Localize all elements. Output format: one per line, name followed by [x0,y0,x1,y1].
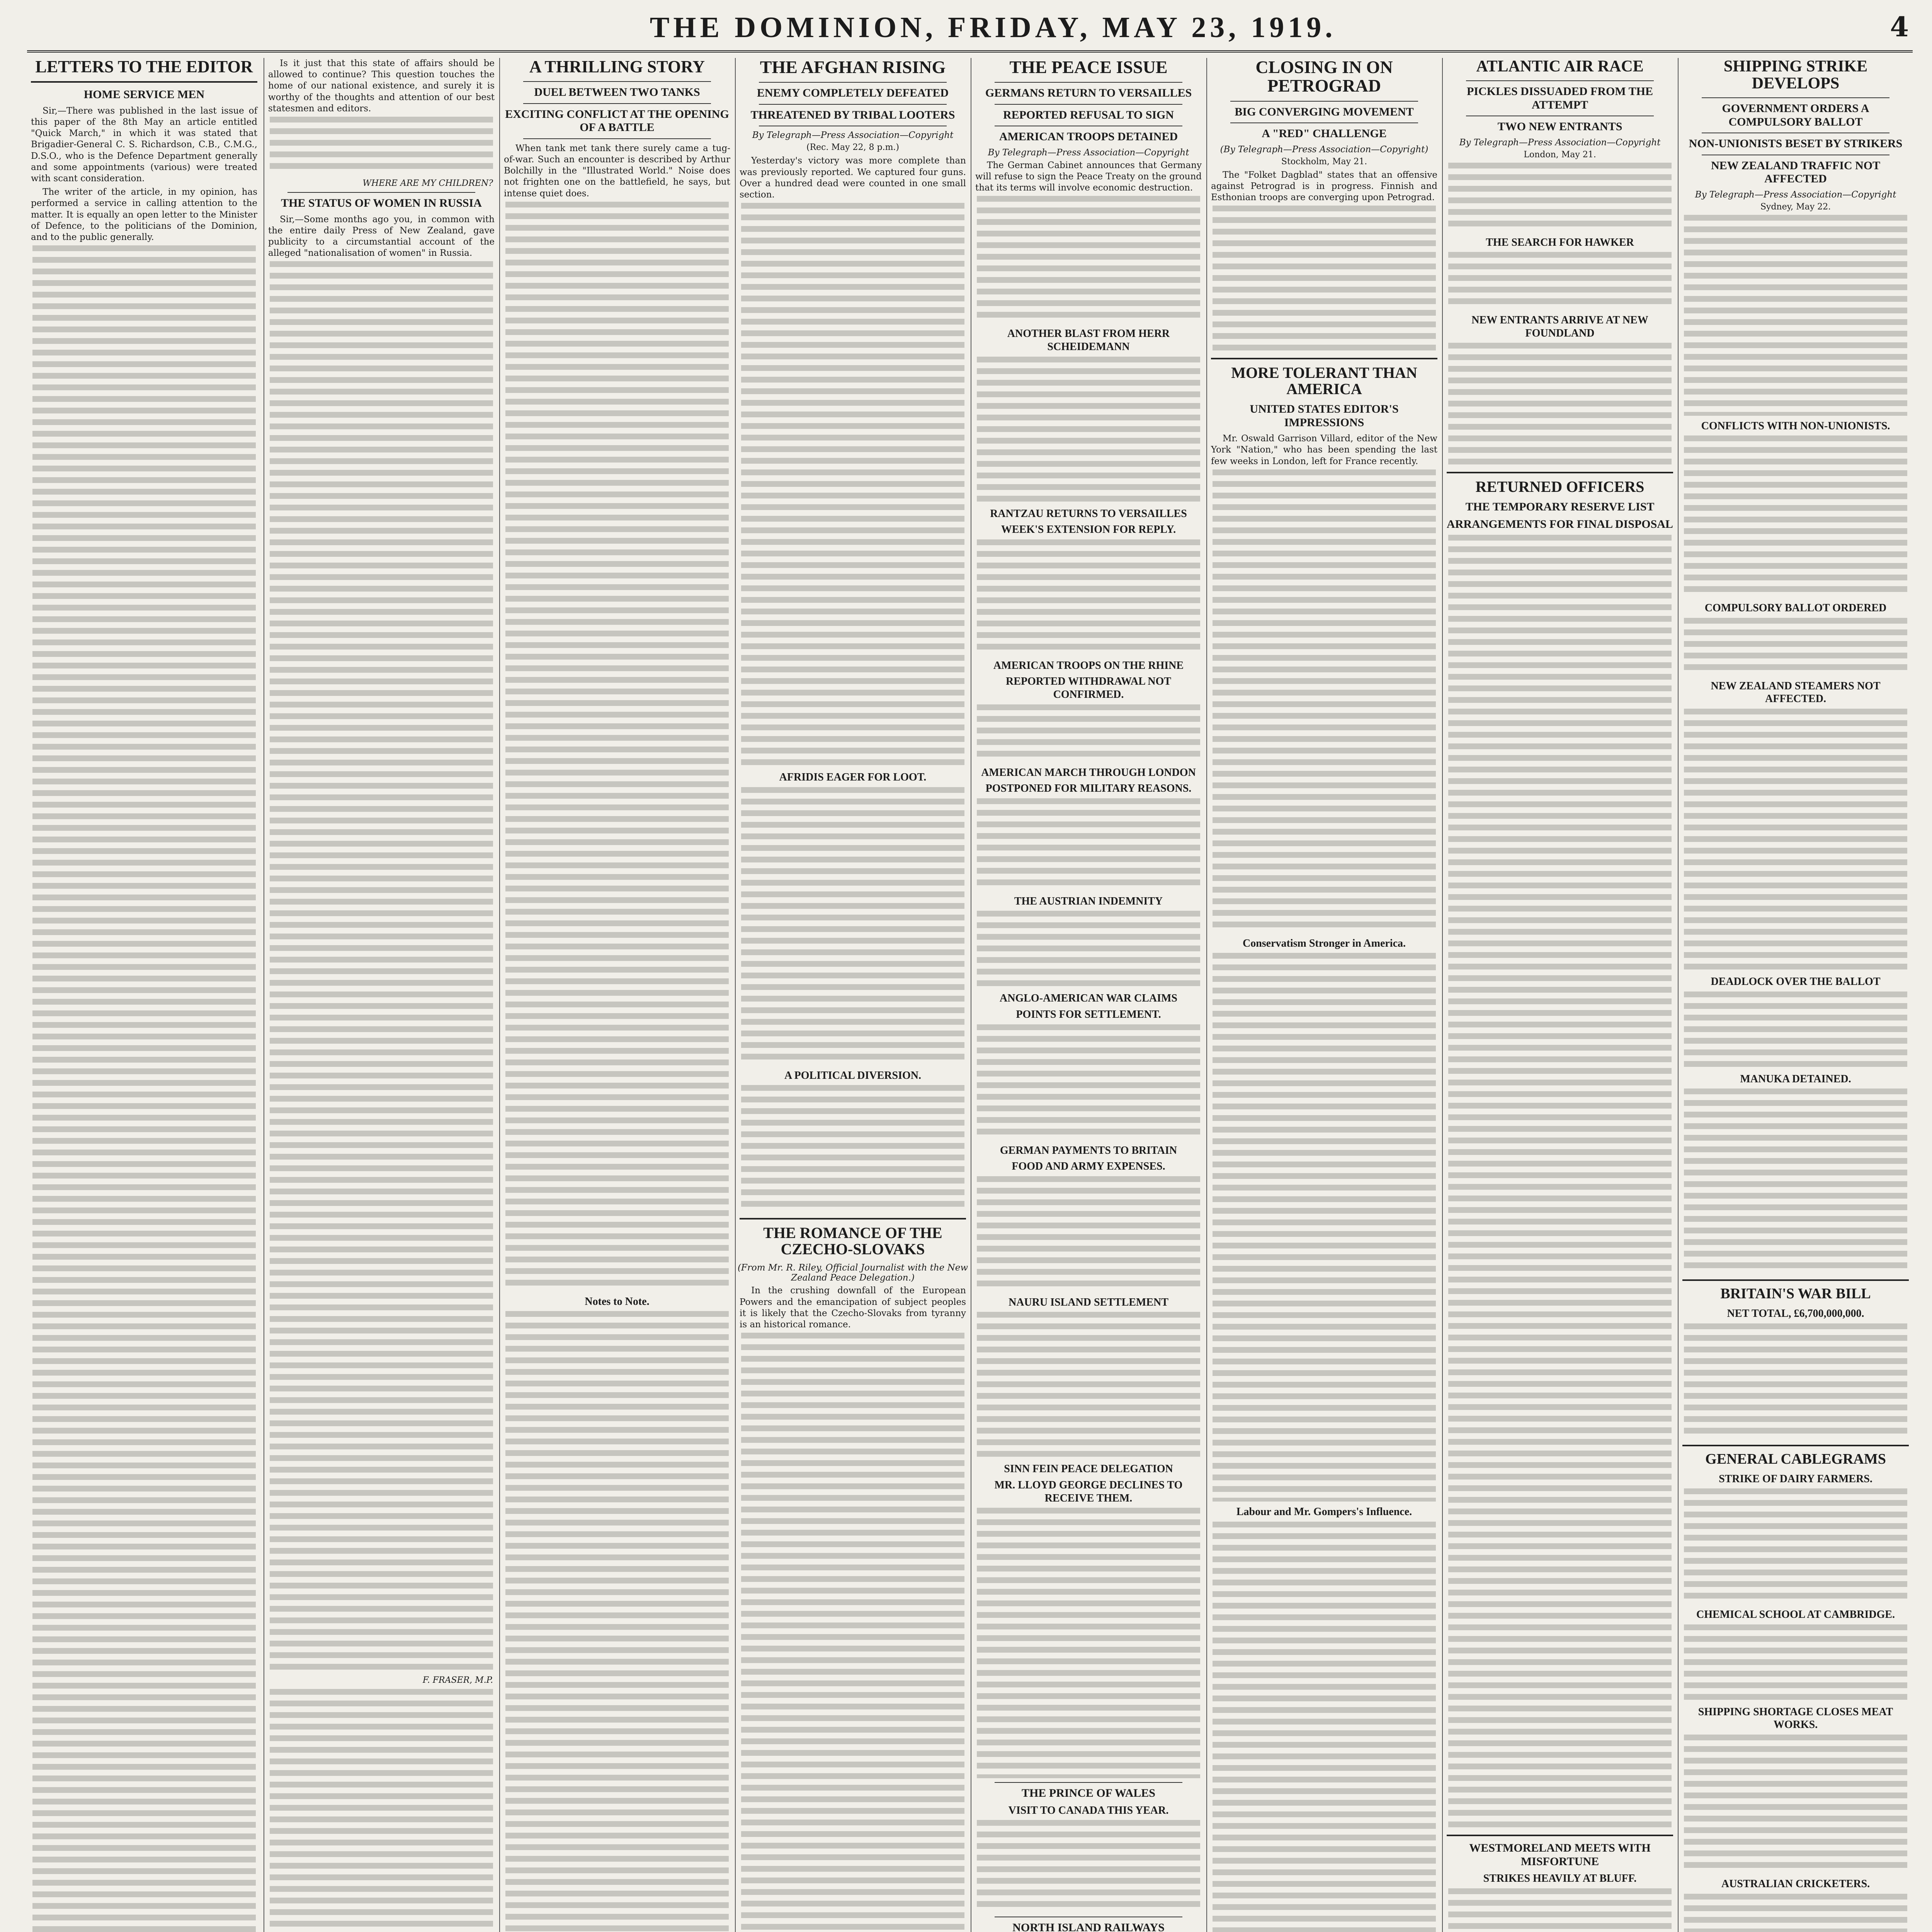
article-text [741,787,964,1065]
czecho-heading: THE ROMANCE OF THE CZECHO-SLOVAKS [763,1224,942,1258]
article-text [977,1820,1200,1913]
tank-story-subheading: DUEL BETWEEN TWO TANKS [534,86,700,99]
westmoreland-subheading: STRIKES HEAVILY AT BLUFF. [1483,1872,1637,1885]
column-letters [27,58,261,1932]
article-text [741,1333,964,1932]
article-text [1448,1888,1672,1932]
afghan-heading: THE AFGHAN RISING [760,58,946,77]
column-letters-cont [264,58,498,1932]
section-heading: A POLITICAL DIVERSION. [784,1069,921,1082]
tank-story-heading: A THRILLING STORY [529,58,705,76]
article-text [741,203,964,767]
russia-heading: THE STATUS OF WOMEN IN RUSSIA [281,197,482,210]
divider [995,1782,1182,1783]
divider [287,192,475,193]
section-heading: AMERICAN MARCH THROUGH LONDON [981,766,1196,779]
byline: By Telegraph—Press Association—Copyright [1459,137,1661,148]
section-heading: AMERICAN TROOPS ON THE RHINE [993,659,1184,672]
section-heading: NEW ZEALAND STEAMERS NOT AFFECTED. [1711,680,1881,705]
section-heading: NAURU ISLAND SETTLEMENT [1009,1296,1168,1308]
divider [1211,358,1437,359]
article-body: Sir,—Some months ago you, in common with the entire daily Press of New Zealand, gave publicity to a circumstantial account of the alleged "nationalisation of women" in Russia. [268,214,495,259]
article-text [977,704,1200,762]
section-heading: THE AUSTRIAN INDEMNITY [1014,895,1163,907]
divider [1230,101,1418,102]
byline: By Telegraph—Press Association—Copyright [988,147,1189,158]
article-text [1213,1522,1436,1932]
column-shipping [1679,58,1913,1932]
peace-subheading: AMERICAN TROOPS DETAINED [999,130,1178,143]
divider [523,81,711,82]
letter-signature: WHERE ARE MY CHILDREN? [362,179,493,189]
section-heading: Conservatism Stronger in America. [1242,937,1406,949]
column-air-race [1443,58,1677,1932]
page-number: 4 [1890,11,1909,43]
dateline: Sydney, May 22. [1760,202,1831,212]
section-heading: ANGLO-AMERICAN WAR CLAIMS [1000,992,1177,1005]
article-text [977,1312,1200,1459]
article-text [270,117,493,175]
article-text [505,202,729,1291]
section-heading: GERMAN PAYMENTS TO BRITAIN [1000,1144,1177,1156]
article-text [1684,1088,1907,1274]
section-subheading: MR. LLOYD GEORGE DECLINES TO RECEIVE THEM. [994,1479,1183,1504]
divider [31,81,257,83]
dateline: London, May 21. [1524,150,1596,160]
divider [1447,472,1673,473]
article-text [977,1176,1200,1292]
peace-subheading: REPORTED REFUSAL TO SIGN [1003,108,1174,121]
petrograd-subheading: BIG CONVERGING MOVEMENT [1235,105,1414,118]
article-text [1448,343,1672,466]
section-subheading: POSTPONED FOR MILITARY REASONS. [985,782,1192,795]
dateline: (Rec. May 22, 8 p.m.) [806,143,900,153]
peace-subheading: GERMANS RETURN TO VERSAILLES [985,87,1192,100]
section-subheading: FOOD AND ARMY EXPENSES. [1012,1160,1165,1173]
article-text [1684,435,1907,598]
divider [1447,1835,1673,1836]
peace-heading: THE PEACE ISSUE [1009,58,1168,77]
divider [759,82,947,83]
section-heading: NORTH ISLAND RAILWAYS [1012,1921,1165,1932]
article-text [741,1085,964,1213]
divider [1682,1445,1909,1446]
divider [523,138,711,139]
article-body: Sir,—There was published in the last issue of this paper of the 8th May an article entitled "Quick March," in which it was stated that Brigadier-General C. S. Richardson, C.B., C.M.G., D.S.O., who is the Defence Department generally and some appointments (various) were treated with scant consideration. The writer of the article, in my opinion, has performed a service in calling attention to the matter. It is equally an open letter to the Minister of Defence, to the politicians of the Dominion, and to the public generally. [31,105,257,242]
shipping-subheading: NEW ZEALAND TRAFFIC NOT AFFECTED [1711,159,1881,185]
petrograd-subheading: A "RED" CHALLENGE [1262,127,1387,140]
article-text [1213,953,1436,1502]
article-body: In the crushing downfall of the European Powers and the emancipation of subject peoples it is likely that the Czecho-Slovaks from tyranny is an historical romance. [740,1286,966,1330]
article-body: Yesterday's victory was more complete than was previously reported. We captured four guns. Over a hundred dead were counted in one small section. [740,156,966,200]
article-body: The "Folket Dagblad" states that an offensive against Petrograd is in progress. Finnish and Esthonian troops are converging upon Petrograd. [1211,170,1437,202]
section-heading: DEADLOCK OVER THE BALLOT [1711,976,1881,988]
byline: By Telegraph—Press Association—Copyright [752,130,954,141]
article-text [977,1508,1200,1778]
article-text [1213,469,1436,933]
article-text [505,1311,729,1932]
section-heading: THE SEARCH FOR HAWKER [1486,236,1634,248]
tolerant-subheading: UNITED STATES EDITOR'S IMPRESSIONS [1250,403,1399,429]
section-subheading: POINTS FOR SETTLEMENT. [1016,1008,1161,1020]
section-heading: SINN FEIN PEACE DELEGATION [1004,1463,1173,1475]
column-tank-story [500,58,734,1932]
section-heading: MANUKA DETAINED. [1740,1073,1851,1085]
byline: (From Mr. R. Riley, Official Journalist with the New Zealand Peace Delegation.) [737,1263,968,1283]
section-heading: NEW ENTRANTS ARRIVE AT NEW FOUNDLAND [1471,314,1648,339]
home-service-heading: HOME SERVICE MEN [83,88,205,101]
divider [995,82,1182,83]
section-heading: AFRIDIS EAGER FOR LOOT. [779,771,927,784]
article-text [1684,992,1907,1069]
section-heading: Labour and Mr. Gompers's Influence. [1236,1506,1412,1518]
article-text [1684,1624,1907,1702]
article-text [977,539,1200,655]
officers-heading: RETURNED OFFICERS [1475,478,1645,496]
article-body: When tank met tank there surely came a tug-of-war. Such an encounter is described by Arthur Bolchilly in the "Illustrated World." Noise does not frighten one on the battlefield, he says, but intense quiet does. [504,143,730,199]
article-text [1684,618,1907,676]
divider [1230,122,1418,123]
article-text [32,245,256,1932]
divider [1682,1279,1909,1281]
afghan-subheading: THREATENED BY TRIBAL LOOTERS [750,108,955,121]
article-text [977,798,1200,891]
section-subheading: WEEK'S EXTENSION FOR REPLY. [1001,524,1176,536]
war-bill-heading: BRITAIN'S WAR BILL [1720,1286,1871,1302]
article-text [1448,252,1672,310]
shipping-heading: SHIPPING STRIKE DEVELOPS [1723,58,1868,93]
masthead-title: THE DOMINION, FRIDAY, MAY 23, 1919. [650,11,1337,44]
section-heading: RANTZAU RETURNS TO VERSAILLES [990,507,1187,520]
column-afghan [736,58,970,1932]
divider [1702,97,1889,98]
article-text [1684,709,1907,971]
section-heading: CHEMICAL SCHOOL AT CAMBRIDGE. [1696,1609,1895,1621]
article-text [977,357,1200,503]
columns [27,58,1913,1932]
article-text [977,1024,1200,1140]
section-heading: THE PRINCE OF WALES [1022,1787,1155,1800]
section-heading: AUSTRALIAN CRICKETERS. [1721,1878,1870,1890]
article-text [1684,1323,1907,1439]
divider [523,103,711,104]
article-body: Mr. Oswald Garrison Villard, editor of the New York "Nation," who has been spending the last few weeks in London, left for France recently. [1211,434,1437,466]
section-heading: CONFLICTS WITH NON-UNIONISTS. [1701,420,1890,432]
column-peace [971,58,1206,1932]
article-text [270,1689,493,1932]
article-body: The German Cabinet announces that Germany will refuse to sign the Peace Treaty on the ground that its terms will involve economic destruction. [975,160,1202,193]
section-subheading: REPORTED WITHDRAWAL NOT CONFIRMED. [1006,675,1171,701]
section-heading: ANOTHER BLAST FROM HERR SCHEIDEMANN [1007,328,1170,353]
byline: By Telegraph—Press Association—Copyright [1695,189,1896,200]
section-heading: STRIKE OF DAIRY FARMERS. [1719,1473,1872,1485]
shipping-subheading: GOVERNMENT ORDERS A COMPULSORY BALLOT [1722,102,1869,128]
divider [1466,80,1654,81]
article-text [1448,535,1672,1829]
section-heading: Notes to Note. [585,1295,650,1308]
air-race-heading: ATLANTIC AIR RACE [1476,58,1644,75]
divider [759,104,947,105]
dateline: Stockholm, May 21. [1281,156,1367,167]
article-text [1684,1488,1907,1604]
masthead [27,8,1913,53]
afghan-subheading: ENEMY COMPLETELY DEFEATED [757,87,949,100]
westmoreland-heading: WESTMORELAND MEETS WITH MISFORTUNE [1469,1842,1651,1868]
article-body: Is it just that this state of affairs should be allowed to continue? This question touches the home of our national existence, and surely it is worthy of the thoughts and attention of our best statesmen and editors. [268,58,495,114]
section-heading: SHIPPING SHORTAGE CLOSES MEAT WORKS. [1698,1706,1893,1731]
article-text [977,911,1200,988]
article-text [1684,215,1907,416]
article-text [1684,1894,1907,1932]
air-race-subheading: TWO NEW ENTRANTS [1497,120,1622,133]
article-text [1448,163,1672,232]
air-race-subheading: PICKLES DISSUADED FROM THE ATTEMPT [1466,85,1653,111]
letters-heading: LETTERS TO THE EDITOR [35,58,253,76]
divider [740,1218,966,1219]
officers-subheading: THE TEMPORARY RESERVE LIST [1465,500,1655,514]
letter-signature: F. FRASER, M.P. [422,1675,493,1685]
article-text [977,196,1200,323]
column-petrograd [1207,58,1441,1932]
article-text [270,261,493,1672]
section-subheading: VISIT TO CANADA THIS YEAR. [1008,1804,1169,1816]
cablegrams-heading: GENERAL CABLEGRAMS [1705,1451,1886,1467]
officers-subheading: ARRANGEMENTS FOR FINAL DISPOSAL [1447,517,1673,531]
section-heading: COMPULSORY BALLOT ORDERED [1704,602,1887,614]
article-text [1684,1735,1907,1874]
petrograd-heading: CLOSING IN ON PETROGRAD [1255,58,1393,96]
byline: (By Telegraph—Press Association—Copyright) [1220,144,1429,155]
article-text [1213,206,1436,352]
divider [995,104,1182,105]
war-bill-subheading: NET TOTAL, £6,700,000,000. [1727,1308,1864,1320]
shipping-subheading: NON-UNIONISTS BESET BY STRIKERS [1689,137,1903,150]
tank-story-subheading: EXCITING CONFLICT AT THE OPENING OF A BATTLE [505,107,729,134]
tolerant-heading: MORE TOLERANT THAN AMERICA [1231,364,1417,398]
